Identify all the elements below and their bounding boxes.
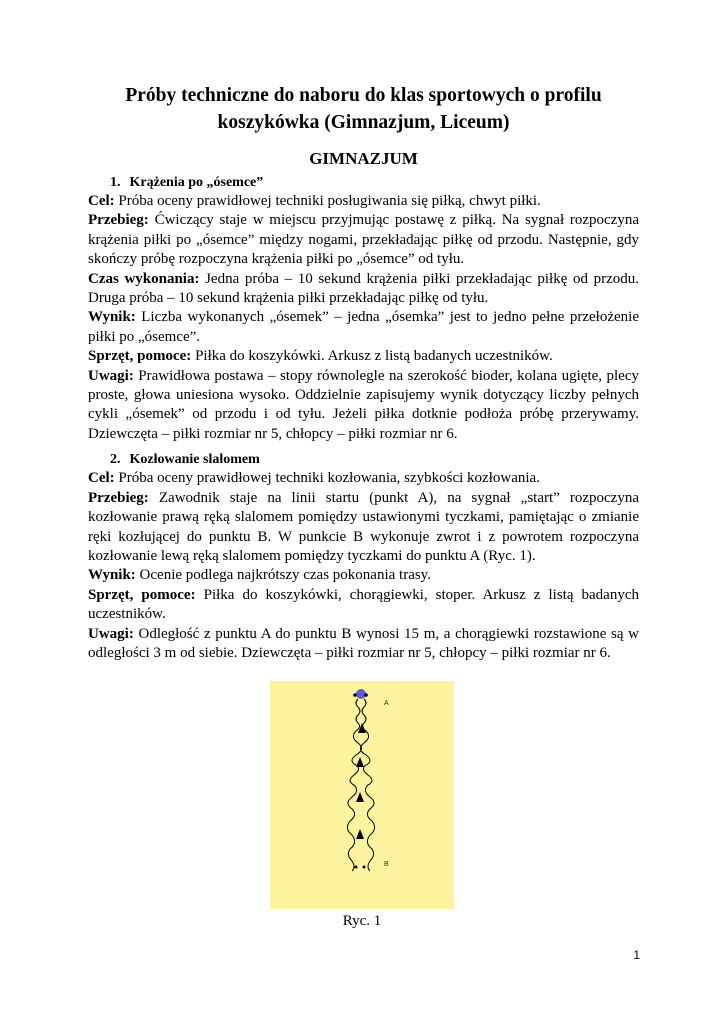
test1-uwagi bbox=[88, 367, 639, 445]
sprzet-text: Piłka do koszykówki, chorągiewki, stoper. Arkusz z listą badanych uczestników. bbox=[88, 586, 639, 623]
przebieg-label: Przebieg: bbox=[88, 212, 149, 229]
przebieg-label: Przebieg: bbox=[88, 489, 149, 506]
page-number: 1 bbox=[633, 948, 640, 962]
sprzet-text: Piłka do koszykówki. Arkusz z listą badanych uczestników. bbox=[191, 348, 553, 365]
end-dot bbox=[355, 866, 358, 869]
cel-label: Cel: bbox=[88, 470, 115, 487]
start-dot bbox=[353, 693, 357, 697]
section-heading: GIMNAZJUM bbox=[309, 149, 418, 168]
figure-background bbox=[270, 681, 454, 909]
uwagi-label: Uwagi: bbox=[88, 625, 134, 642]
start-dot-right bbox=[364, 693, 368, 697]
czas-label: Czas wykonania: bbox=[88, 270, 200, 287]
point-b-label: B bbox=[384, 861, 389, 868]
wynik-text: Liczba wykonanych „ósemek” – jedna „ósemka” jest to jedno pełne przełożenie piłki po „ósemce”. bbox=[88, 309, 639, 345]
test2-uwagi bbox=[88, 625, 639, 664]
document-page bbox=[88, 82, 639, 663]
slalom-diagram bbox=[270, 681, 454, 909]
figure-caption: Ryc. 1 bbox=[342, 913, 382, 929]
end-dot bbox=[363, 866, 366, 869]
uwagi-text: Prawidłowa postawa – stopy równolegle na szerokość bioder, kolana ugięte, plecy proste, głowa uniesiona wysoko. Oddzielnie zapisujemy wynik dotyczący liczby pełnych cykli „ósemek” od przodu i od tyłu. Jeżeli piłka dotknie podłoża próbę przerywamy. Dziewczęta – piłki rozmiar nr 5, chłopcy – piłki rozmiar nr 6. bbox=[88, 367, 639, 442]
test1-sprzet bbox=[88, 347, 639, 366]
cel-label: Cel: bbox=[88, 193, 115, 209]
point-a-label: A bbox=[384, 700, 389, 707]
czas-text: Jedna próba – 10 sekund krążenia piłki przekładając piłkę od przodu. Druga próba – 10 sekund krążenia piłki przekładając piłkę od tyłu. bbox=[88, 270, 639, 307]
test1-number: 1. bbox=[110, 175, 121, 190]
cel-text: Próba oceny prawidłowej techniki posługiwania się piłką, chwyt piłki. bbox=[114, 193, 541, 209]
test2-wynik bbox=[88, 566, 639, 585]
test1-title: Krążenia po „ósemce” bbox=[129, 175, 264, 190]
ball-icon bbox=[356, 689, 366, 699]
document-title: Próby techniczne do naboru do klas sportowych o profilu koszykówka (Gimnazjum, Liceum) bbox=[125, 85, 602, 133]
wynik-label: Wynik: bbox=[88, 567, 136, 584]
przebieg-text: Ćwiczący staje w miejscu przyjmując postawę z piłką. Na sygnał rozpoczyna krążenia piłki po „ósemce” między nogami, przekładając piłkę od przodu. Następnie, gdy skończy próbę rozpoczyna krążenia piłki po „ósemce” od tyłu. bbox=[88, 212, 639, 268]
test1-przebieg bbox=[88, 211, 639, 269]
test2-przebieg bbox=[88, 489, 639, 567]
test1-cel bbox=[88, 192, 639, 211]
slalom-figure bbox=[270, 681, 454, 909]
uwagi-label: Uwagi: bbox=[88, 367, 134, 384]
sprzet-label: Sprzęt, pomoce: bbox=[88, 348, 192, 365]
test2-sprzet bbox=[88, 586, 639, 625]
przebieg-text: Zawodnik staje na linii startu (punkt A), na sygnał „start” rozpoczyna kozłowanie prawą ręką slalomem pomiędzy ustawionymi tyczkami, pamiętając o zmianie ręki kozłującej do punktu B. W punkcie B wykonuje zwrot i z powrotem rozpoczyna kozłowanie lewą ręką slalomem pomiędzy tyczkami do punktu A (Ryc. 1). bbox=[88, 489, 639, 564]
wynik-label: Wynik: bbox=[88, 309, 136, 326]
uwagi-text: Odległość z punktu A do punktu B wynosi 15 m, a chorągiewki rozstawione są w odległości 3 m od siebie. Dziewczęta – piłki rozmiar nr 5, chłopcy – piłki rozmiar nr 6. bbox=[88, 625, 639, 661]
test1-heading bbox=[110, 173, 639, 192]
test2-cel bbox=[88, 469, 639, 488]
wynik-text: Ocenie podlega najkrótszy czas pokonania trasy. bbox=[135, 567, 431, 584]
test1-wynik bbox=[88, 308, 639, 347]
test2-number: 2. bbox=[110, 452, 121, 468]
test2-heading bbox=[110, 450, 639, 469]
cel-text: Próba oceny prawidłowej techniki kozłowania, szybkości kozłowania. bbox=[114, 470, 540, 487]
sprzet-label: Sprzęt, pomoce: bbox=[88, 586, 196, 603]
test2-title: Kozłowanie slalomem bbox=[129, 452, 260, 468]
test1-czas bbox=[88, 270, 639, 309]
